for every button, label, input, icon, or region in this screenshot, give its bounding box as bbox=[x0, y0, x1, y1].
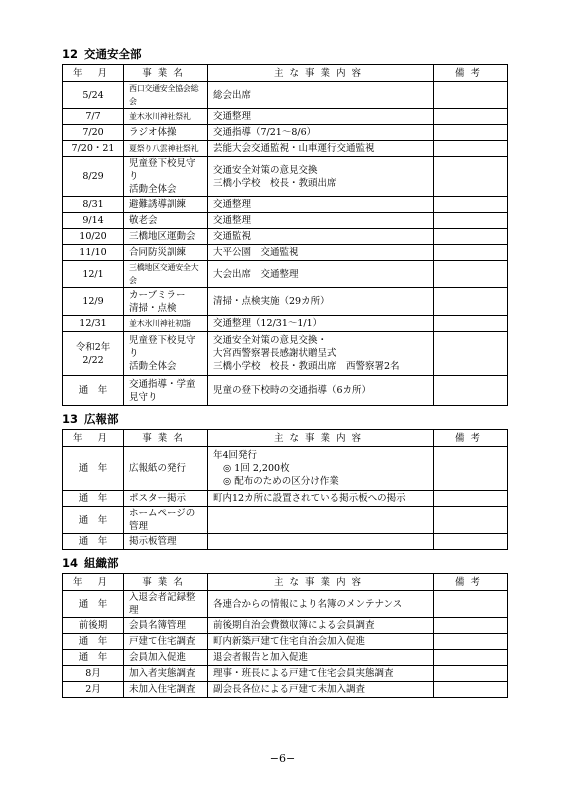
content-line: 理事・班長による戸建て住宅会員実態調査 bbox=[213, 668, 394, 679]
cell-content bbox=[208, 288, 434, 316]
section-number: 13 bbox=[62, 412, 79, 426]
section-name: 交通安全部 bbox=[84, 47, 142, 61]
table-row bbox=[63, 229, 508, 245]
cell-note bbox=[434, 650, 508, 666]
cell-note bbox=[434, 618, 508, 634]
header-name: 事業名 bbox=[124, 574, 208, 591]
cell-content bbox=[208, 591, 434, 618]
cell-note bbox=[434, 229, 508, 245]
content-line: 三橋小学校 校長・教頭出席 bbox=[213, 177, 337, 189]
table-row bbox=[63, 141, 508, 157]
cell-event-name: 児童登下校見守り 活動全体会 bbox=[124, 332, 208, 376]
cell-event-name: 西口交通安全協会総会 bbox=[124, 82, 208, 109]
cell-date: 通 年 bbox=[63, 376, 124, 406]
content-line: 前後期自治会費徴収簿による会員調査 bbox=[213, 620, 375, 631]
cell-note bbox=[434, 157, 508, 197]
content-line: 交通整理 bbox=[213, 215, 252, 226]
content-line: 交通監視 bbox=[213, 231, 252, 242]
header-name: 事業名 bbox=[124, 65, 208, 82]
content-line: 町内12カ所に設置されている掲示板への掲示 bbox=[213, 493, 406, 504]
section-name: 組織部 bbox=[84, 556, 119, 570]
cell-date: 11/10 bbox=[63, 245, 124, 261]
table-row bbox=[63, 157, 508, 197]
table-row bbox=[63, 82, 508, 109]
cell-date: 通 年 bbox=[63, 491, 124, 507]
table-row bbox=[63, 316, 508, 332]
cell-note bbox=[434, 591, 508, 618]
cell-event-name: 並木氷川神社初詣 bbox=[124, 316, 208, 332]
cell-date: 7/20 bbox=[63, 125, 124, 141]
cell-event-name: 三橋地区運動会 bbox=[124, 229, 208, 245]
table-row bbox=[63, 125, 508, 141]
cell-note bbox=[434, 82, 508, 109]
cell-note bbox=[434, 288, 508, 316]
table-row bbox=[63, 591, 508, 618]
section-number: 14 bbox=[62, 556, 79, 570]
table-row bbox=[63, 261, 508, 288]
cell-event-name: 会員加入促進 bbox=[124, 650, 208, 666]
content-line: 総会出席 bbox=[213, 89, 252, 101]
cell-date: 通 年 bbox=[63, 507, 124, 534]
cell-event-name: ラジオ体操 bbox=[124, 125, 208, 141]
table-row bbox=[63, 447, 508, 491]
cell-event-name: 戸建て住宅調査 bbox=[124, 634, 208, 650]
cell-date: 8/31 bbox=[63, 197, 124, 213]
cell-note bbox=[434, 197, 508, 213]
cell-event-name: 加入者実態調査 bbox=[124, 666, 208, 682]
table-row bbox=[63, 197, 508, 213]
cell-event-name: 並木氷川神社祭礼 bbox=[124, 109, 208, 125]
cell-date: 5/24 bbox=[63, 82, 124, 109]
content-line: ◎ 1回 2,200枚 bbox=[223, 463, 290, 474]
section-title bbox=[62, 409, 507, 429]
content-line: 児童の登下校時の交通指導（6カ所） bbox=[213, 385, 372, 396]
header-date: 年 月 bbox=[63, 430, 124, 447]
cell-date: 令和2年 2/22 bbox=[63, 332, 124, 376]
cell-note bbox=[434, 447, 508, 491]
cell-event-name: 避難誘導訓練 bbox=[124, 197, 208, 213]
cell-content bbox=[208, 197, 434, 213]
content-line: 退会者報告と加入促進 bbox=[213, 652, 309, 663]
content-line: 交通整理 bbox=[213, 199, 252, 210]
cell-event-name: 児童登下校見守り 活動全体会 bbox=[124, 157, 208, 197]
cell-event-name: 三橋地区交通安全大会 bbox=[124, 261, 208, 288]
content-line: 交通整理 bbox=[213, 111, 252, 122]
cell-date: 12/31 bbox=[63, 316, 124, 332]
cell-content bbox=[208, 229, 434, 245]
content-line: 清掃・点検実施（29カ所） bbox=[213, 296, 330, 307]
table-traffic-safety bbox=[62, 64, 508, 406]
content-line: 交通安全対策の意見交換 bbox=[213, 164, 318, 176]
cell-date: 12/1 bbox=[63, 261, 124, 288]
cell-note bbox=[434, 316, 508, 332]
content-line: 交通整理（12/31〜1/1） bbox=[213, 318, 323, 329]
cell-date: 12/9 bbox=[63, 288, 124, 316]
cell-note bbox=[434, 376, 508, 406]
table-row bbox=[63, 534, 508, 550]
content-line: 交通安全対策の意見交換・ bbox=[213, 335, 328, 346]
content-line: 大会出席 交通整理 bbox=[213, 268, 299, 280]
cell-note bbox=[434, 666, 508, 682]
content-line: 芸能大会交通監視・山車運行交通監視 bbox=[213, 143, 375, 154]
cell-content bbox=[208, 82, 434, 109]
cell-note bbox=[434, 213, 508, 229]
table-row bbox=[63, 332, 508, 376]
table-row bbox=[63, 650, 508, 666]
header-content: 主な事業内容 bbox=[208, 65, 434, 82]
header-date: 年 月 bbox=[63, 574, 124, 591]
content-line: 各連合からの情報により名簿のメンテナンス bbox=[213, 598, 403, 610]
cell-content bbox=[208, 650, 434, 666]
cell-event-name: ホームページの管理 bbox=[124, 507, 208, 534]
cell-content bbox=[208, 447, 434, 491]
cell-content bbox=[208, 316, 434, 332]
cell-event-name: 合同防災訓練 bbox=[124, 245, 208, 261]
cell-event-name: 夏祭り八雲神社祭礼 bbox=[124, 141, 208, 157]
table-row bbox=[63, 491, 508, 507]
cell-date: 通 年 bbox=[63, 650, 124, 666]
cell-content bbox=[208, 682, 434, 698]
cell-note bbox=[434, 261, 508, 288]
table-row bbox=[63, 288, 508, 316]
cell-content bbox=[208, 666, 434, 682]
cell-event-name: 会員名簿管理 bbox=[124, 618, 208, 634]
cell-date: 7/20・21 bbox=[63, 141, 124, 157]
content-line: 大宮西警察署長感謝状贈呈式 bbox=[213, 348, 337, 359]
header-note: 備考 bbox=[434, 574, 508, 591]
content-line: 副会長各位による戸建て未加入調査 bbox=[213, 684, 366, 695]
cell-note bbox=[434, 507, 508, 534]
cell-date: 2月 bbox=[63, 682, 124, 698]
cell-note bbox=[434, 125, 508, 141]
cell-date: 通 年 bbox=[63, 634, 124, 650]
table-row bbox=[63, 666, 508, 682]
cell-date: 7/7 bbox=[63, 109, 124, 125]
header-content: 主な事業内容 bbox=[208, 430, 434, 447]
cell-event-name: ポスター掲示 bbox=[124, 491, 208, 507]
content-line: 交通指導（7/21〜8/6） bbox=[213, 127, 317, 138]
cell-note bbox=[434, 109, 508, 125]
cell-date: 通 年 bbox=[63, 447, 124, 491]
cell-date: 前後期 bbox=[63, 618, 124, 634]
cell-date: 10/20 bbox=[63, 229, 124, 245]
cell-content bbox=[208, 634, 434, 650]
section-title bbox=[62, 553, 507, 573]
cell-content bbox=[208, 332, 434, 376]
table-row bbox=[63, 618, 508, 634]
cell-date: 8月 bbox=[63, 666, 124, 682]
header-date: 年 月 bbox=[63, 65, 124, 82]
table-row bbox=[63, 109, 508, 125]
table-row bbox=[63, 245, 508, 261]
cell-event-name: 入退会者記録整理 bbox=[124, 591, 208, 618]
cell-note bbox=[434, 141, 508, 157]
content-line: 大平公園 交通監視 bbox=[213, 247, 299, 258]
cell-content bbox=[208, 109, 434, 125]
table-row bbox=[63, 507, 508, 534]
table-row bbox=[63, 376, 508, 406]
content-line: ◎ 配布のための区分け作業 bbox=[223, 476, 339, 487]
cell-event-name: 未加入住宅調査 bbox=[124, 682, 208, 698]
header-note: 備考 bbox=[434, 65, 508, 82]
cell-event-name: 掲示板管理 bbox=[124, 534, 208, 550]
cell-note bbox=[434, 682, 508, 698]
cell-note bbox=[434, 491, 508, 507]
cell-content bbox=[208, 491, 434, 507]
cell-date: 8/29 bbox=[63, 157, 124, 197]
cell-note bbox=[434, 534, 508, 550]
header-name: 事業名 bbox=[124, 430, 208, 447]
section-name: 広報部 bbox=[84, 412, 119, 426]
page-number: −6− bbox=[269, 752, 296, 765]
table-row bbox=[63, 634, 508, 650]
cell-event-name: 敬老会 bbox=[124, 213, 208, 229]
cell-date: 通 年 bbox=[63, 591, 124, 618]
table-row bbox=[63, 682, 508, 698]
cell-content bbox=[208, 125, 434, 141]
cell-note bbox=[434, 634, 508, 650]
table-row bbox=[63, 213, 508, 229]
header-content: 主な事業内容 bbox=[208, 574, 434, 591]
cell-event-name: 広報紙の発行 bbox=[124, 447, 208, 491]
section-title bbox=[62, 44, 507, 64]
cell-content bbox=[208, 376, 434, 406]
table-public-relations bbox=[62, 429, 508, 550]
section-number: 12 bbox=[62, 47, 79, 61]
cell-event-name: カーブミラー 清掃・点検 bbox=[124, 288, 208, 316]
cell-content bbox=[208, 157, 434, 197]
content-line: 町内新築戸建て住宅自治会加入促進 bbox=[213, 636, 366, 647]
cell-content bbox=[208, 507, 434, 534]
cell-event-name: 交通指導・学童 見守り bbox=[124, 376, 208, 406]
cell-content bbox=[208, 261, 434, 288]
cell-date: 通 年 bbox=[63, 534, 124, 550]
cell-content bbox=[208, 534, 434, 550]
cell-content bbox=[208, 618, 434, 634]
header-note: 備考 bbox=[434, 430, 508, 447]
content-line: 年4回発行 bbox=[213, 450, 258, 461]
content-line: 三橋小学校 校長・教頭出席 西警察署2名 bbox=[213, 361, 400, 372]
cell-note bbox=[434, 332, 508, 376]
cell-content bbox=[208, 245, 434, 261]
cell-content bbox=[208, 213, 434, 229]
page bbox=[62, 44, 507, 698]
cell-date: 9/14 bbox=[63, 213, 124, 229]
cell-content bbox=[208, 141, 434, 157]
table-organization bbox=[62, 573, 508, 698]
cell-note bbox=[434, 245, 508, 261]
